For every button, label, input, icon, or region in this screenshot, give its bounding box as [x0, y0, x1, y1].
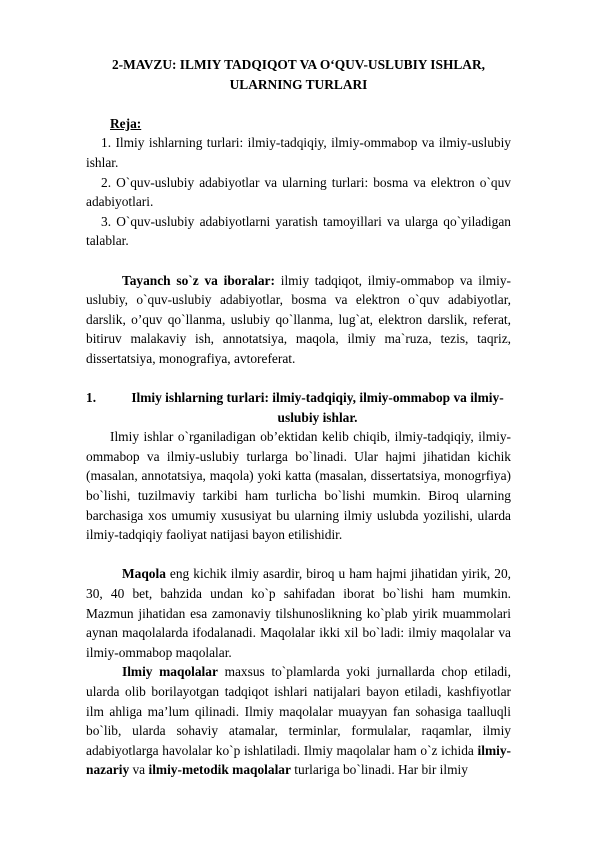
ilmiy-nazariy-term: ilmiy-nazariy [86, 742, 511, 778]
ilmiy-maqolalar-text-3: turlariga bo`linadi. Har bir ilmiy [290, 762, 468, 778]
keywords-text: ilmiy tadqiqot, ilmiy-ommabop va ilmiy-uslubiy, o`quv-uslubiy adabiyotlar, bosma va elektron o`quv adabiyotlar, darslik, o’quv qo`llanma, uslubiy qo`llanma, lug`at, elektron darslik, referat, bitiruv malakaviy ish, annotatsiya, maqola, ilmiy ma`ruza, tezis, taqriz, dissertatsiya, monografiya, avtoreferat. [86, 272, 511, 366]
spacer [86, 251, 511, 271]
ilmiy-metodik-term: ilmiy-metodik maqolalar [148, 762, 291, 778]
maqola-term: Maqola [122, 566, 166, 582]
ilmiy-maqolalar-text-2: va [129, 762, 149, 778]
section-1-paragraph: Ilmiy ishlar o`rganiladigan ob’ektidan kelib chiqib, ilmiy-tadqiqiy, ilmiy-ommabop va ilmiy-uslubiy turlarga bo`linadi. Ular hajmi jihatidan kichik (masalan, annotatsiya, maqola) yoki katta (masalan, dissertatsiya, monogrfiya) bo`lishi, tuzilmaviy tarkibi ham turlicha bo`lishi mumkin. Biroq ularning barchasiga xos umumiy xususiyat bu ularning ilmiy uslubda yozilishi, ularda ilmiy-tadqiqiy faoliyat natijasi bayon etilishidir. [86, 429, 511, 543]
section-1-heading [86, 388, 511, 427]
ilmiy-maqolalar-paragraph [86, 662, 511, 780]
spacer [86, 94, 511, 114]
maqola-paragraph [86, 564, 511, 662]
ilmiy-maqolalar-term: Ilmiy maqolalar [122, 664, 218, 680]
plan-heading: Reja: [110, 115, 142, 131]
plan-item-2: 2. O`quv-uslubiy adabiyotlar va ularning turlari: bosma va elektron o`quv adabiyotlari. [86, 174, 511, 210]
maqola-text: eng kichik ilmiy asardir, biroq u ham hajmi jihatidan yirik, 20, 30, 40 bet, bahzida undan ko`p sahifadan iborat bo`lishi ham mumkin. Mazmun jihatidan esa zamonaviy tilshunoslikning ko`plab yirik muammolari aynan maqolalarda ifodalanadi. Maqolalar ikki xil bo`ladi: ilmiy maqolalar va ilmiy-ommabop maqolalar. [86, 566, 511, 660]
plan-item-1: 1. Ilmiy ishlarning turlari: ilmiy-tadqiqiy, ilmiy-ommabop va ilmiy-uslubiy ishlar. [86, 135, 511, 170]
spacer [86, 545, 511, 565]
document-page [86, 55, 511, 780]
ilmiy-maqolalar-text-1: maxsus to`plamlarda yoki jurnallarda chop etiladi, ularda olib borilayotgan tadqiqot ishlari natijalari bayon etiladi, kashfiyotlar ilm ahliga ma’lum qilinadi. Ilmiy maqolalar muayyan fan sohasiga taalluqli bo`lib, ularda sohaviy atamalar, terminlar, formulalar, raqamlar, ilmiy adabiyotlarga havolalar ko`p ishlatiladi. Ilmiy maqolalar ham o`z ichida [86, 664, 512, 758]
plan-item-3: 3. O`quv-uslubiy adabiyotlarni yaratish tamoyillari va ularga qo`yiladigan talablar. [86, 213, 511, 249]
spacer [86, 369, 511, 389]
document-title-line-2: ULARNING TURLARI [229, 76, 368, 92]
document-title-line-1: 2-MAVZU: ILMIY TADQIQOT VA O‘QUV-USLUBIY ISHLAR, [111, 57, 485, 72]
section-1-title: Ilmiy ishlarning turlari: ilmiy-tadqiqiy, ilmiy-ommabop va ilmiy-uslubiy ishlar. [131, 390, 504, 425]
section-1-number: 1. [86, 390, 97, 406]
keywords-paragraph [86, 271, 511, 369]
keywords-label: Tayanch so`z va iboralar: [122, 272, 275, 288]
